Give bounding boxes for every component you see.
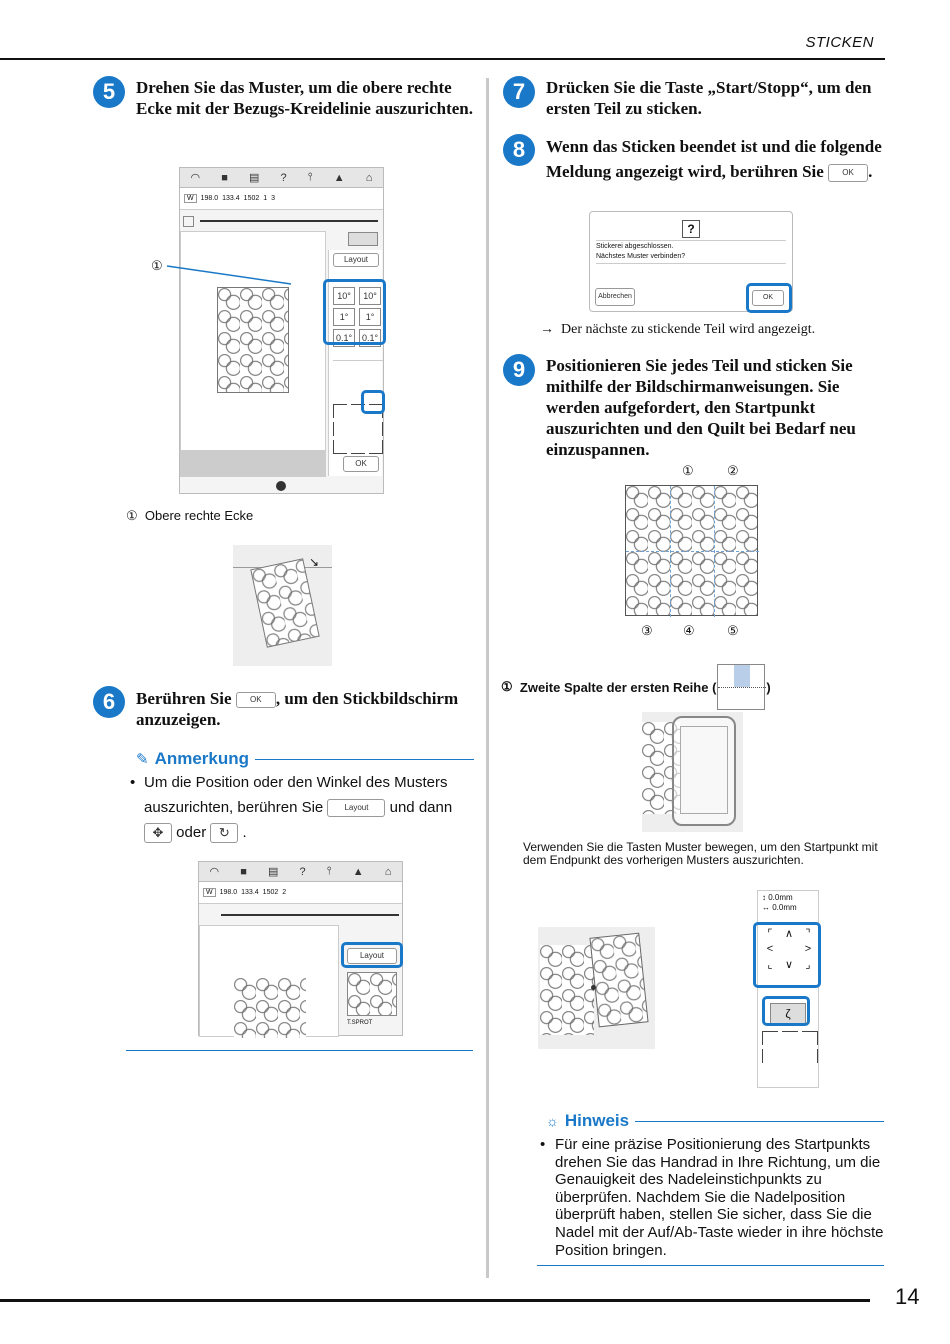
needle-position-keys — [762, 1031, 818, 1063]
completion-dialog — [589, 211, 793, 312]
start-point-marker — [591, 985, 596, 990]
step-5-badge: 5 — [93, 76, 125, 108]
progress-bar — [200, 220, 378, 222]
highlight-direction-keys — [753, 922, 821, 988]
corner-center — [351, 422, 365, 436]
move-panel — [757, 890, 819, 1088]
step-7-text: Drücken Sie die Taste „Start/Stopp“, um den ersten Teil zu sticken. — [546, 78, 872, 118]
note-rule — [255, 759, 474, 760]
bullet-dot: • — [540, 1136, 546, 1153]
move-down-left-button[interactable]: ⌞ — [767, 959, 773, 971]
caption-number: ① — [501, 679, 513, 694]
question-icon: ? — [682, 220, 700, 238]
bottom-bar — [180, 451, 326, 477]
thread-icon — [183, 216, 194, 227]
new-pattern — [589, 933, 648, 1028]
screen-toolbar-2 — [199, 862, 402, 882]
pattern-preview-2 — [234, 978, 306, 1038]
note-header — [136, 749, 474, 769]
hint-text: Für eine präzise Positionierung des Startpunkts drehen Sie das Handrad in Ihre Richtung, um die Genauigkeit des Nadeleinstichpunkts zu überprüfen. Nachdem Sie die Nadelposition überprüft haben, stellen Sie sicher, dass Sie die Nadel mit der Auf/Ab-Taste wieder in ihre höchste Position bringen. — [555, 1136, 884, 1259]
layout-button[interactable]: Layout — [347, 948, 397, 964]
start-icon — [276, 481, 286, 491]
needle-icon: ⫯ — [326, 865, 332, 877]
corner-top-left-button[interactable] — [333, 404, 347, 418]
note-bullet — [130, 770, 476, 845]
move-down-button[interactable]: ∨ — [784, 959, 794, 971]
corner-bottom-button[interactable] — [351, 440, 365, 454]
hoop-illustration — [642, 712, 743, 832]
callout-2: ② — [727, 463, 739, 478]
progress-bar — [221, 914, 399, 916]
cancel-button[interactable]: Abbrechen — [595, 288, 635, 306]
step-5-screen — [179, 167, 384, 494]
size-width: 198.0 — [200, 195, 219, 202]
home-icon: ⌂ — [365, 171, 373, 184]
needle-center — [782, 1049, 798, 1063]
footer-rule — [0, 1299, 870, 1302]
hoop-inner — [680, 726, 728, 814]
layout-inline-button: Layout — [327, 799, 385, 817]
size-width: 198.0 — [219, 889, 238, 896]
caption-text: Zweite Spalte der ersten Reihe ( — [519, 679, 717, 695]
frame-icon: W — [184, 194, 197, 203]
bullet-dot: • — [130, 774, 136, 791]
hint-header — [546, 1111, 884, 1131]
move-up-button[interactable]: ∧ — [784, 928, 794, 940]
step-9-instruction: Verwenden Sie die Tasten Muster bewegen, um den Startpunkt mit dem Endpunkt des vorherigen Musters auszurichten. — [523, 840, 878, 867]
move-up-right-button[interactable]: ⌝ — [805, 928, 811, 940]
needle-right-button[interactable] — [802, 1049, 818, 1063]
grid-line-h — [626, 551, 759, 552]
pattern-preview — [217, 287, 289, 393]
size-height: 133.4 — [222, 195, 240, 202]
page-number: 14 — [895, 1284, 920, 1309]
position-readout — [758, 891, 818, 915]
step-9-badge: 9 — [503, 354, 535, 386]
color-count: 1 — [263, 195, 268, 202]
dialog-message — [596, 240, 786, 264]
grid-position-icon — [717, 664, 765, 710]
rotate-icon: ↻ — [210, 823, 238, 843]
step-6-badge: 6 — [93, 686, 125, 718]
result-text: Der nächste zu stickende Teil wird angezeigt. — [561, 322, 816, 337]
stitch-count: 1502 — [243, 195, 260, 202]
step-9-caption — [501, 664, 771, 710]
time-value: 3 — [271, 195, 276, 202]
callout-5: ⑤ — [727, 623, 739, 638]
result-arrow: → — [540, 322, 554, 337]
help-icon: ? — [299, 865, 306, 878]
note-icon: ✎ — [136, 751, 149, 768]
thumbnail — [347, 972, 397, 1016]
step-9-text: Positionieren Sie jedes Teil und sticken Sie mithilfe der Bildschirmanweisungen. Sie werden aufgefordert, den Startpunkt auszurichten und den Quilt bei Bedarf neu einzuspannen. — [546, 356, 856, 459]
highlight-layout — [341, 942, 403, 968]
camera-icon: ■ — [240, 865, 247, 878]
note-text-3: oder — [176, 824, 207, 841]
readout-2: 0.0 — [772, 903, 784, 912]
stitch-count: 1502 — [262, 889, 279, 896]
hint-rule — [635, 1121, 884, 1122]
highlight-rotate-keys — [323, 279, 386, 345]
step-6-screen — [198, 861, 403, 1036]
camera-icon: ■ — [221, 171, 228, 184]
needle-top-left-button[interactable] — [762, 1031, 778, 1045]
ok-inline-button: OK — [828, 164, 868, 182]
needle-top-button[interactable] — [782, 1031, 798, 1045]
ok-button[interactable]: OK — [343, 456, 379, 472]
callout-1-label: ① — [151, 258, 163, 273]
help-icon: ? — [280, 171, 287, 184]
camera-button[interactable] — [348, 232, 378, 246]
caption-text: Obere rechte Ecke — [144, 508, 254, 523]
rotate-arrow-icon: ↘ — [309, 555, 320, 569]
ok-inline-button: OK — [236, 692, 276, 708]
note-bullet-text: Um die Position oder den Winkel des Musters auszurichten, berühren Sie Layout und dann ✥ oder ↻ . — [144, 770, 476, 845]
lock-icon: ▲ — [352, 865, 364, 878]
needle-left-button[interactable] — [762, 1049, 778, 1063]
wifi-icon: ◠ — [190, 172, 201, 184]
caption-end: ) — [766, 679, 771, 695]
rotate-right-1-button[interactable]: 1° — [359, 308, 381, 326]
alignment-illustration — [538, 927, 655, 1049]
note-text-1: Um die Position oder den Winkel des Musters auszurichten, berühren Sie — [144, 774, 448, 816]
corner-right-button[interactable] — [369, 422, 383, 436]
grid-cell-highlight — [734, 665, 750, 687]
move-down-right-button[interactable]: ⌟ — [805, 959, 811, 971]
rotated-pattern — [250, 558, 319, 647]
note-body — [130, 770, 476, 845]
hint-end-rule — [537, 1265, 884, 1266]
readout-1: 0.0 — [768, 893, 780, 902]
hint-body — [540, 1136, 885, 1259]
readout-horizontal: ↔ 0.0mm — [762, 903, 797, 912]
frame-icon: W — [203, 888, 216, 897]
corner-bottom-left-button[interactable] — [333, 440, 347, 454]
step-8-text-body: Wenn das Sticken beendet ist und die folgende Meldung angezeigt wird, berühren Sie — [546, 137, 882, 181]
callout-1: ① — [682, 463, 694, 478]
step-8-result — [540, 322, 815, 338]
readout-unit-1: mm — [779, 893, 793, 902]
dialog-ok-button[interactable]: OK — [752, 290, 784, 306]
corner-bottom-right-button[interactable] — [369, 440, 383, 454]
step-5-text: Drehen Sie das Muster, um die obere rechte Ecke mit der Bezugs-Kreidelinie auszurichten. — [136, 78, 473, 118]
document-icon: ▤ — [268, 866, 279, 878]
column-divider — [486, 78, 489, 1278]
thread-label: T.SPROT — [347, 1020, 373, 1026]
step-8-text: Wenn das Sticken beendet ist und die folgende Meldung angezeigt wird, berühren Sie OK . — [546, 137, 882, 181]
size-height: 133.4 — [241, 889, 259, 896]
step-6-text — [136, 688, 476, 730]
dialog-line-1: Stickerei abgeschlossen. — [596, 243, 674, 250]
rotate-left-01-button[interactable]: 0.1° — [333, 329, 355, 347]
screen-toolbar — [180, 168, 383, 188]
note-title: Anmerkung — [154, 749, 250, 768]
step-8-badge: 8 — [503, 134, 535, 166]
grid-cell-line — [718, 687, 766, 688]
callout-1-leader — [165, 262, 295, 290]
hint-title: Hinweis — [564, 1111, 630, 1130]
highlight-corner-key — [361, 390, 385, 414]
time-value: 2 — [282, 889, 287, 896]
step-5-caption — [126, 508, 253, 524]
move-right-button[interactable]: > — [804, 943, 812, 955]
needle-icon: ⫯ — [307, 171, 313, 183]
step-6-text-before: Berühren Sie — [136, 689, 232, 708]
rotate-right-01-button[interactable]: 0.1° — [359, 329, 381, 347]
section-title: STICKEN — [805, 34, 874, 51]
screen-info-bar — [180, 188, 383, 210]
corner-left-button[interactable] — [333, 422, 347, 436]
move-icon: ✥ — [144, 823, 172, 843]
needle-top-right-button[interactable] — [802, 1031, 818, 1045]
callout-4: ④ — [683, 623, 695, 638]
note-text-2: und dann — [389, 799, 453, 816]
lock-icon: ▲ — [333, 171, 345, 184]
dialog-line-2: Nächstes Muster verbinden? — [596, 253, 686, 260]
rotation-illustration — [233, 545, 332, 666]
header-rule — [0, 58, 885, 60]
embroidery-area-2 — [199, 925, 339, 1037]
rotate-right-10-button[interactable]: 10° — [359, 287, 381, 305]
readout-vertical: ↕ 0.0mm — [762, 893, 793, 902]
rotate-left-10-button[interactable]: 10° — [333, 287, 355, 305]
step-6-text-after: , um den Stickbildschirm anzuzeigen. — [136, 689, 459, 729]
highlight-start-point — [762, 996, 810, 1026]
note-end-rule — [126, 1050, 473, 1051]
readout-unit-2: mm — [783, 903, 797, 912]
start-point-button[interactable]: ζ — [770, 1003, 806, 1025]
wifi-icon: ◠ — [209, 866, 220, 878]
callout-3: ③ — [641, 623, 653, 638]
document-icon: ▤ — [249, 172, 260, 184]
rotate-left-1-button[interactable]: 1° — [333, 308, 355, 326]
move-up-left-button[interactable]: ⌜ — [767, 928, 773, 940]
layout-button[interactable]: Layout — [333, 253, 379, 267]
screen-info-bar-2 — [199, 882, 402, 904]
highlight-ok — [746, 283, 792, 313]
step-7-badge: 7 — [503, 76, 535, 108]
quilt-grid — [625, 485, 758, 616]
lightbulb-icon: ☼ — [546, 1113, 559, 1129]
caption-number: ① — [126, 508, 138, 523]
move-left-button[interactable]: < — [766, 943, 774, 955]
home-icon: ⌂ — [384, 865, 392, 878]
prior-pattern — [540, 945, 594, 1035]
